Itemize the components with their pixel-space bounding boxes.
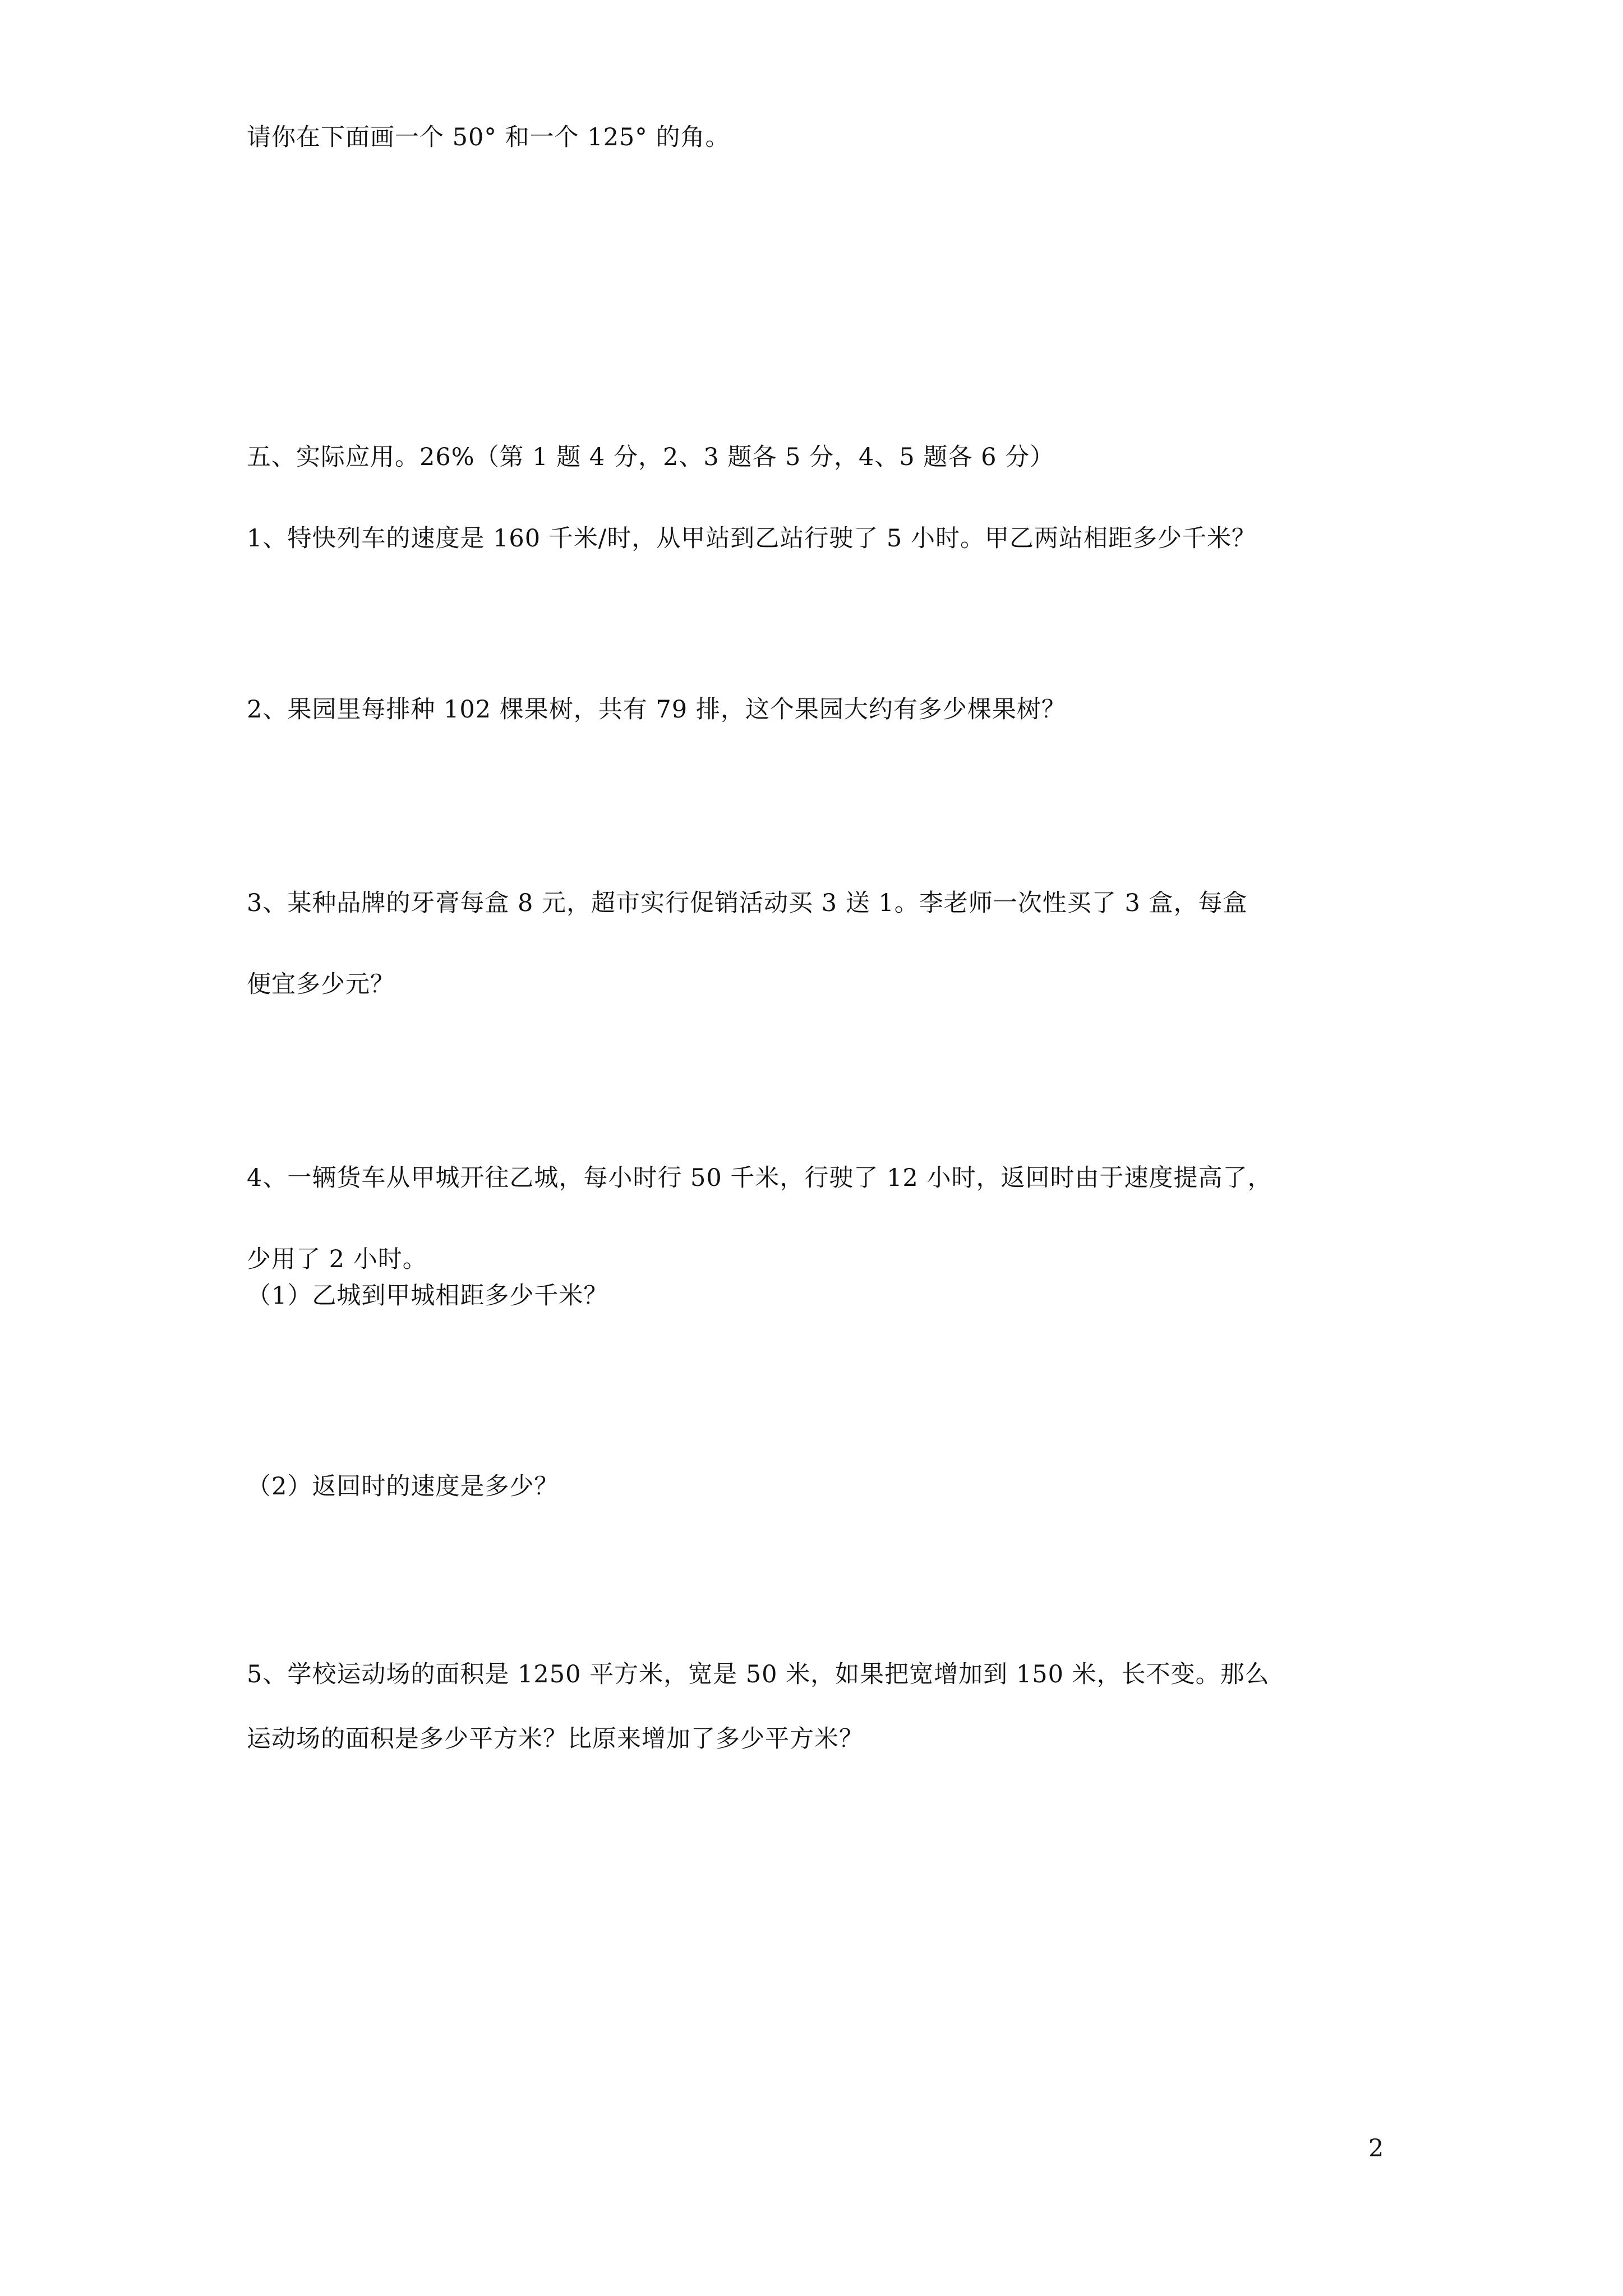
- page-number: 2: [1368, 2134, 1384, 2162]
- question-4-line-1: 4、一辆货车从甲城开往乙城，每小时行 50 千米，行驶了 12 小时，返回时由于速度提高了，: [247, 1164, 1272, 1192]
- section-5-heading: 五、实际应用。26%（第 1 题 4 分，2、3 题各 5 分，4、5 题各 6 分）: [247, 443, 1055, 471]
- question-1: 1、特快列车的速度是 160 千米/时，从甲站到乙站行驶了 5 小时。甲乙两站相距多少千米？: [247, 524, 1256, 553]
- angle-drawing-instruction: 请你在下面画一个 50° 和一个 125° 的角。: [247, 123, 730, 151]
- question-5-line-1: 5、学校运动场的面积是 1250 平方米，宽是 50 米，如果把宽增加到 150 米，长不变。那么: [247, 1660, 1270, 1688]
- question-4-subquestion-2: （2）返回时的速度是多少？: [247, 1473, 559, 1501]
- question-2: 2、果园里每排种 102 棵果树，共有 79 排，这个果园大约有多少棵果树？: [247, 696, 1066, 724]
- question-3-line-1: 3、某种品牌的牙膏每盒 8 元，超市实行促销活动买 3 送 1。李老师一次性买了 3 盒，每盒: [247, 889, 1248, 917]
- question-3-line-2: 便宜多少元？: [247, 970, 395, 999]
- question-4-subquestion-1: （1）乙城到甲城相距多少千米？: [247, 1282, 608, 1310]
- question-4-line-2: 少用了 2 小时。: [247, 1245, 427, 1273]
- question-5-line-2: 运动场的面积是多少平方米？比原来增加了多少平方米？: [247, 1725, 864, 1753]
